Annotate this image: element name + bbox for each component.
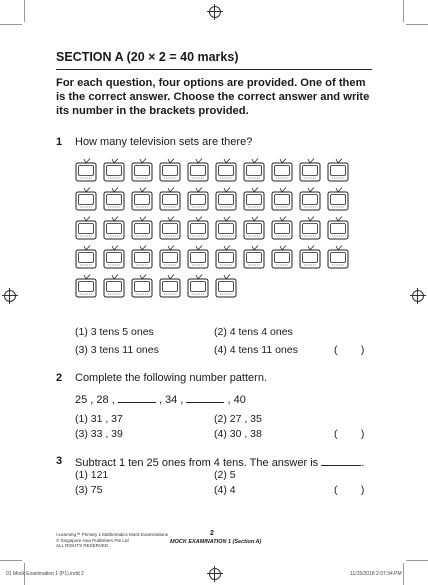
television-icon [271, 187, 293, 209]
television-icon [103, 158, 125, 180]
crop-mark [403, 0, 404, 22]
television-icon [243, 216, 265, 238]
television-icon [75, 245, 97, 267]
option: (1) 31 , 37 [75, 413, 123, 425]
television-icon [215, 245, 237, 267]
tv-row [75, 245, 365, 267]
answer-blank[interactable] [321, 455, 361, 466]
option: (3) 33 , 39 [75, 428, 123, 440]
page-number: 2 [210, 530, 214, 537]
section-title: SECTION A (20 × 2 = 40 marks) [56, 50, 239, 64]
television-icon [215, 158, 237, 180]
television-icon [271, 158, 293, 180]
option: (1) 3 tens 5 ones [75, 326, 154, 338]
copyright-block [56, 532, 168, 549]
crop-mark [24, 0, 25, 22]
television-icon [187, 187, 209, 209]
number-pattern [75, 392, 246, 406]
pattern-part: 25 , 28 , [75, 394, 115, 406]
television-icon [187, 158, 209, 180]
television-icon [75, 158, 97, 180]
option: (2) 27 , 35 [214, 413, 262, 425]
pattern-blank[interactable] [118, 392, 156, 403]
crop-mark [406, 24, 428, 25]
pattern-blank[interactable] [186, 392, 224, 403]
answer-bracket[interactable]: ( ) [334, 344, 365, 356]
crop-mark [403, 563, 404, 585]
question-text: How many television sets are there? [75, 136, 253, 148]
file-slug: 01 Mock Examination 1 (P1).indd 2 [6, 571, 84, 577]
option: (4) 4 tens 11 ones [214, 344, 298, 356]
television-icon [103, 245, 125, 267]
television-icon [187, 245, 209, 267]
television-icon [327, 158, 349, 180]
television-icon [187, 274, 209, 296]
television-icon [299, 216, 321, 238]
option: (3) 75 [75, 484, 103, 496]
television-icon [75, 216, 97, 238]
option: (4) 4 [214, 484, 236, 496]
television-icon [75, 274, 97, 296]
registration-mark-bottom [209, 568, 221, 580]
option: (1) 121 [75, 469, 109, 481]
television-icon [103, 274, 125, 296]
television-icon [159, 274, 181, 296]
question-number: 1 [56, 136, 63, 148]
television-icon [103, 216, 125, 238]
television-icon [159, 187, 181, 209]
television-icon [159, 158, 181, 180]
pattern-part: , 40 [227, 394, 246, 406]
pattern-part: , 34 , [158, 394, 184, 406]
television-icon [103, 187, 125, 209]
television-icon [131, 158, 153, 180]
television-icon [75, 187, 97, 209]
crop-mark [0, 560, 22, 561]
crop-mark [406, 560, 428, 561]
option: (2) 5 [214, 469, 236, 481]
tv-row [75, 187, 365, 209]
registration-mark-left [4, 290, 16, 302]
television-icon [215, 216, 237, 238]
tv-row [75, 216, 365, 238]
question-text: Complete the following number pattern. [75, 372, 267, 384]
television-icon [271, 245, 293, 267]
section-divider [56, 69, 372, 70]
television-icon [215, 187, 237, 209]
question-text: Subtract 1 ten 25 ones from 4 tens. The answer is . [75, 457, 365, 469]
option: (2) 4 tens 4 ones [214, 326, 293, 338]
television-icon [299, 158, 321, 180]
tv-row [75, 274, 365, 296]
tv-picture-grid [75, 158, 365, 303]
television-icon [243, 158, 265, 180]
television-icon [159, 216, 181, 238]
footer-title: MOCK EXAMINATION 1 (Section A) [170, 539, 262, 545]
television-icon [215, 274, 237, 296]
answer-bracket[interactable]: ( ) [334, 428, 365, 440]
television-icon [327, 216, 349, 238]
television-icon [327, 245, 349, 267]
television-icon [327, 187, 349, 209]
question-number: 3 [56, 455, 63, 467]
television-icon [159, 245, 181, 267]
television-icon [243, 187, 265, 209]
question-text-main: Subtract 1 ten 25 ones from 4 tens. The answer is [75, 457, 319, 469]
television-icon [131, 216, 153, 238]
option: (3) 3 tens 11 ones [75, 344, 159, 356]
television-icon [131, 187, 153, 209]
television-icon [131, 274, 153, 296]
registration-mark-top [209, 6, 221, 18]
timestamp-slug: 11/15/2018 2:07:34 PM [350, 571, 402, 577]
option: (4) 30 , 38 [214, 428, 262, 440]
television-icon [271, 216, 293, 238]
television-icon [299, 245, 321, 267]
copyright-line: i-Learning™ Primary 1 Mathematics Mock Examinations [56, 532, 169, 537]
crop-mark [0, 24, 22, 25]
question-number: 2 [56, 372, 63, 384]
answer-bracket[interactable]: ( ) [334, 484, 365, 496]
television-icon [131, 245, 153, 267]
copyright-line: ALL RIGHTS RESERVED. [56, 543, 110, 548]
tv-row [75, 158, 365, 180]
registration-mark-right [412, 290, 424, 302]
television-icon [299, 187, 321, 209]
television-icon [243, 245, 265, 267]
instructions: For each question, four options are provided. One of them is the correct answer. Choose the correct answer and write its number in the brackets provided. [56, 77, 370, 117]
television-icon [187, 216, 209, 238]
copyright-line: © Singapore Asia Publishers Pte Ltd [56, 537, 129, 543]
